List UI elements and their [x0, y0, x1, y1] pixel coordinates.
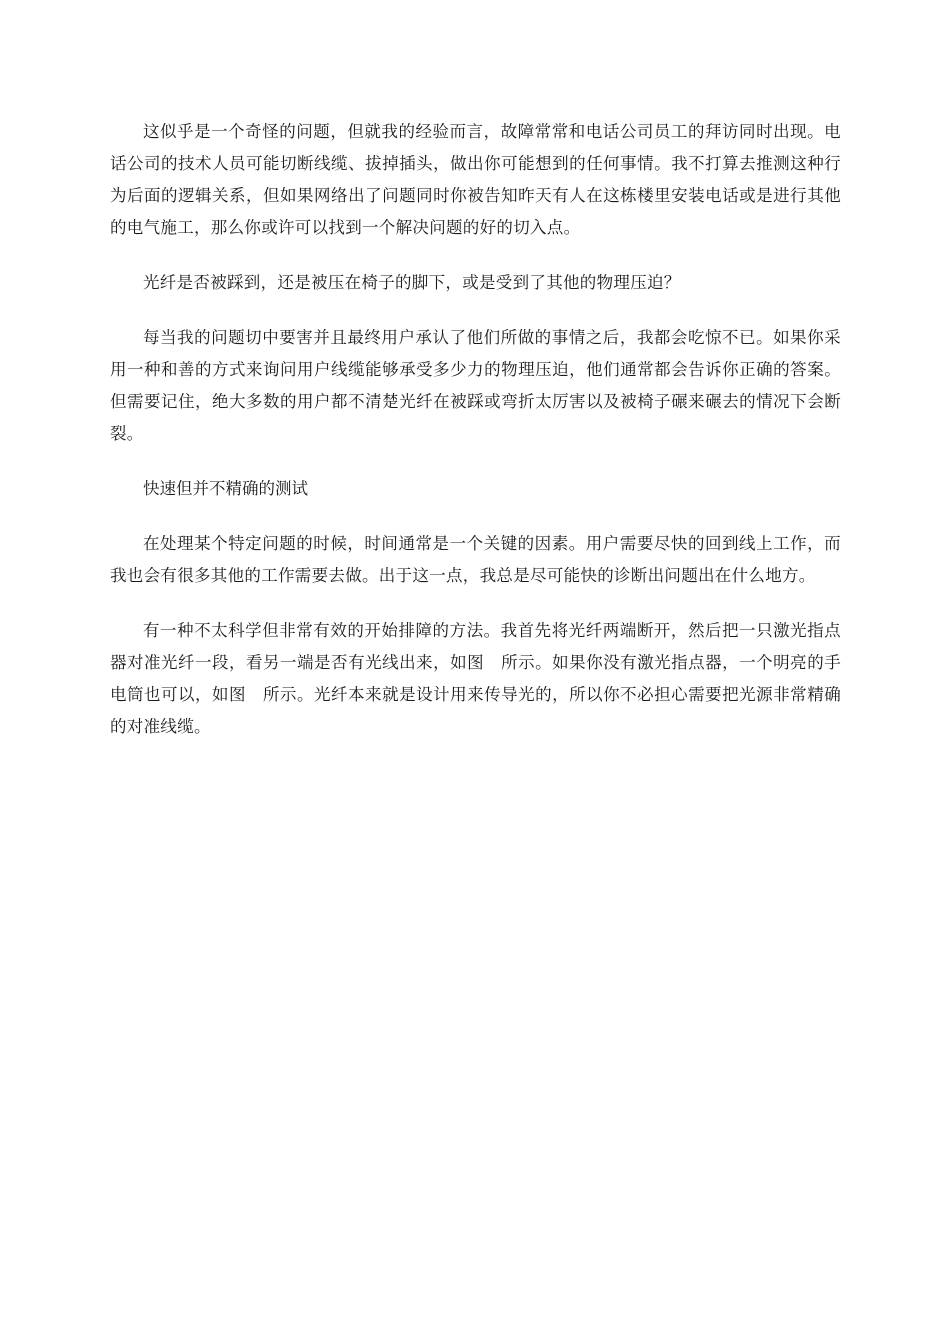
document-body — [110, 116, 841, 766]
paragraph-laser-method: 有一种不太科学但非常有效的开始排障的方法。我首先将光纤两端断开，然后把一只激光指点器对准光纤一段，看另一端是否有光线出来，如图 所示。如果你没有激光指点器，一个明亮的手电筒也可以，如图 所示。光纤本来就是设计用来传导光的，所以你不必担心需要把光源非常精确的对准线缆。 — [110, 621, 841, 736]
section-heading-quick-test: 快速但并不精确的测试 — [143, 479, 308, 498]
paragraph-time-factor: 在处理某个特定问题的时候，时间通常是一个关键的因素。用户需要尽快的回到线上工作，而我也会有很多其他的工作需要去做。出于这一点，我总是尽可能快的诊断出问题出在什么地方。 — [110, 534, 841, 585]
paragraph-user-admission: 每当我的问题切中要害并且最终用户承认了他们所做的事情之后，我都会吃惊不已。如果你采用一种和善的方式来询问用户线缆能够承受多少力的物理压迫，他们通常都会告诉你正确的答案。但需要记住，绝大多数的用户都不清楚光纤在被踩或弯折太厉害以及被椅子碾来碾去的情况下会断裂。 — [110, 328, 841, 443]
paragraph-fiber-question: 光纤是否被踩到，还是被压在椅子的脚下，或是受到了其他的物理压迫？ — [143, 273, 681, 292]
paragraph-phone-company: 这似乎是一个奇怪的问题，但就我的经验而言，故障常常和电话公司员工的拜访同时出现。电话公司的技术人员可能切断线缆、拔掉插头，做出你可能想到的任何事情。我不打算去推测这种行为后面的逻辑关系，但如果网络出了问题同时你被告知昨天有人在这栋楼里安装电话或是进行其他的电气施工，那么你或许可以找到一个解决问题的好的切入点。 — [110, 122, 841, 237]
